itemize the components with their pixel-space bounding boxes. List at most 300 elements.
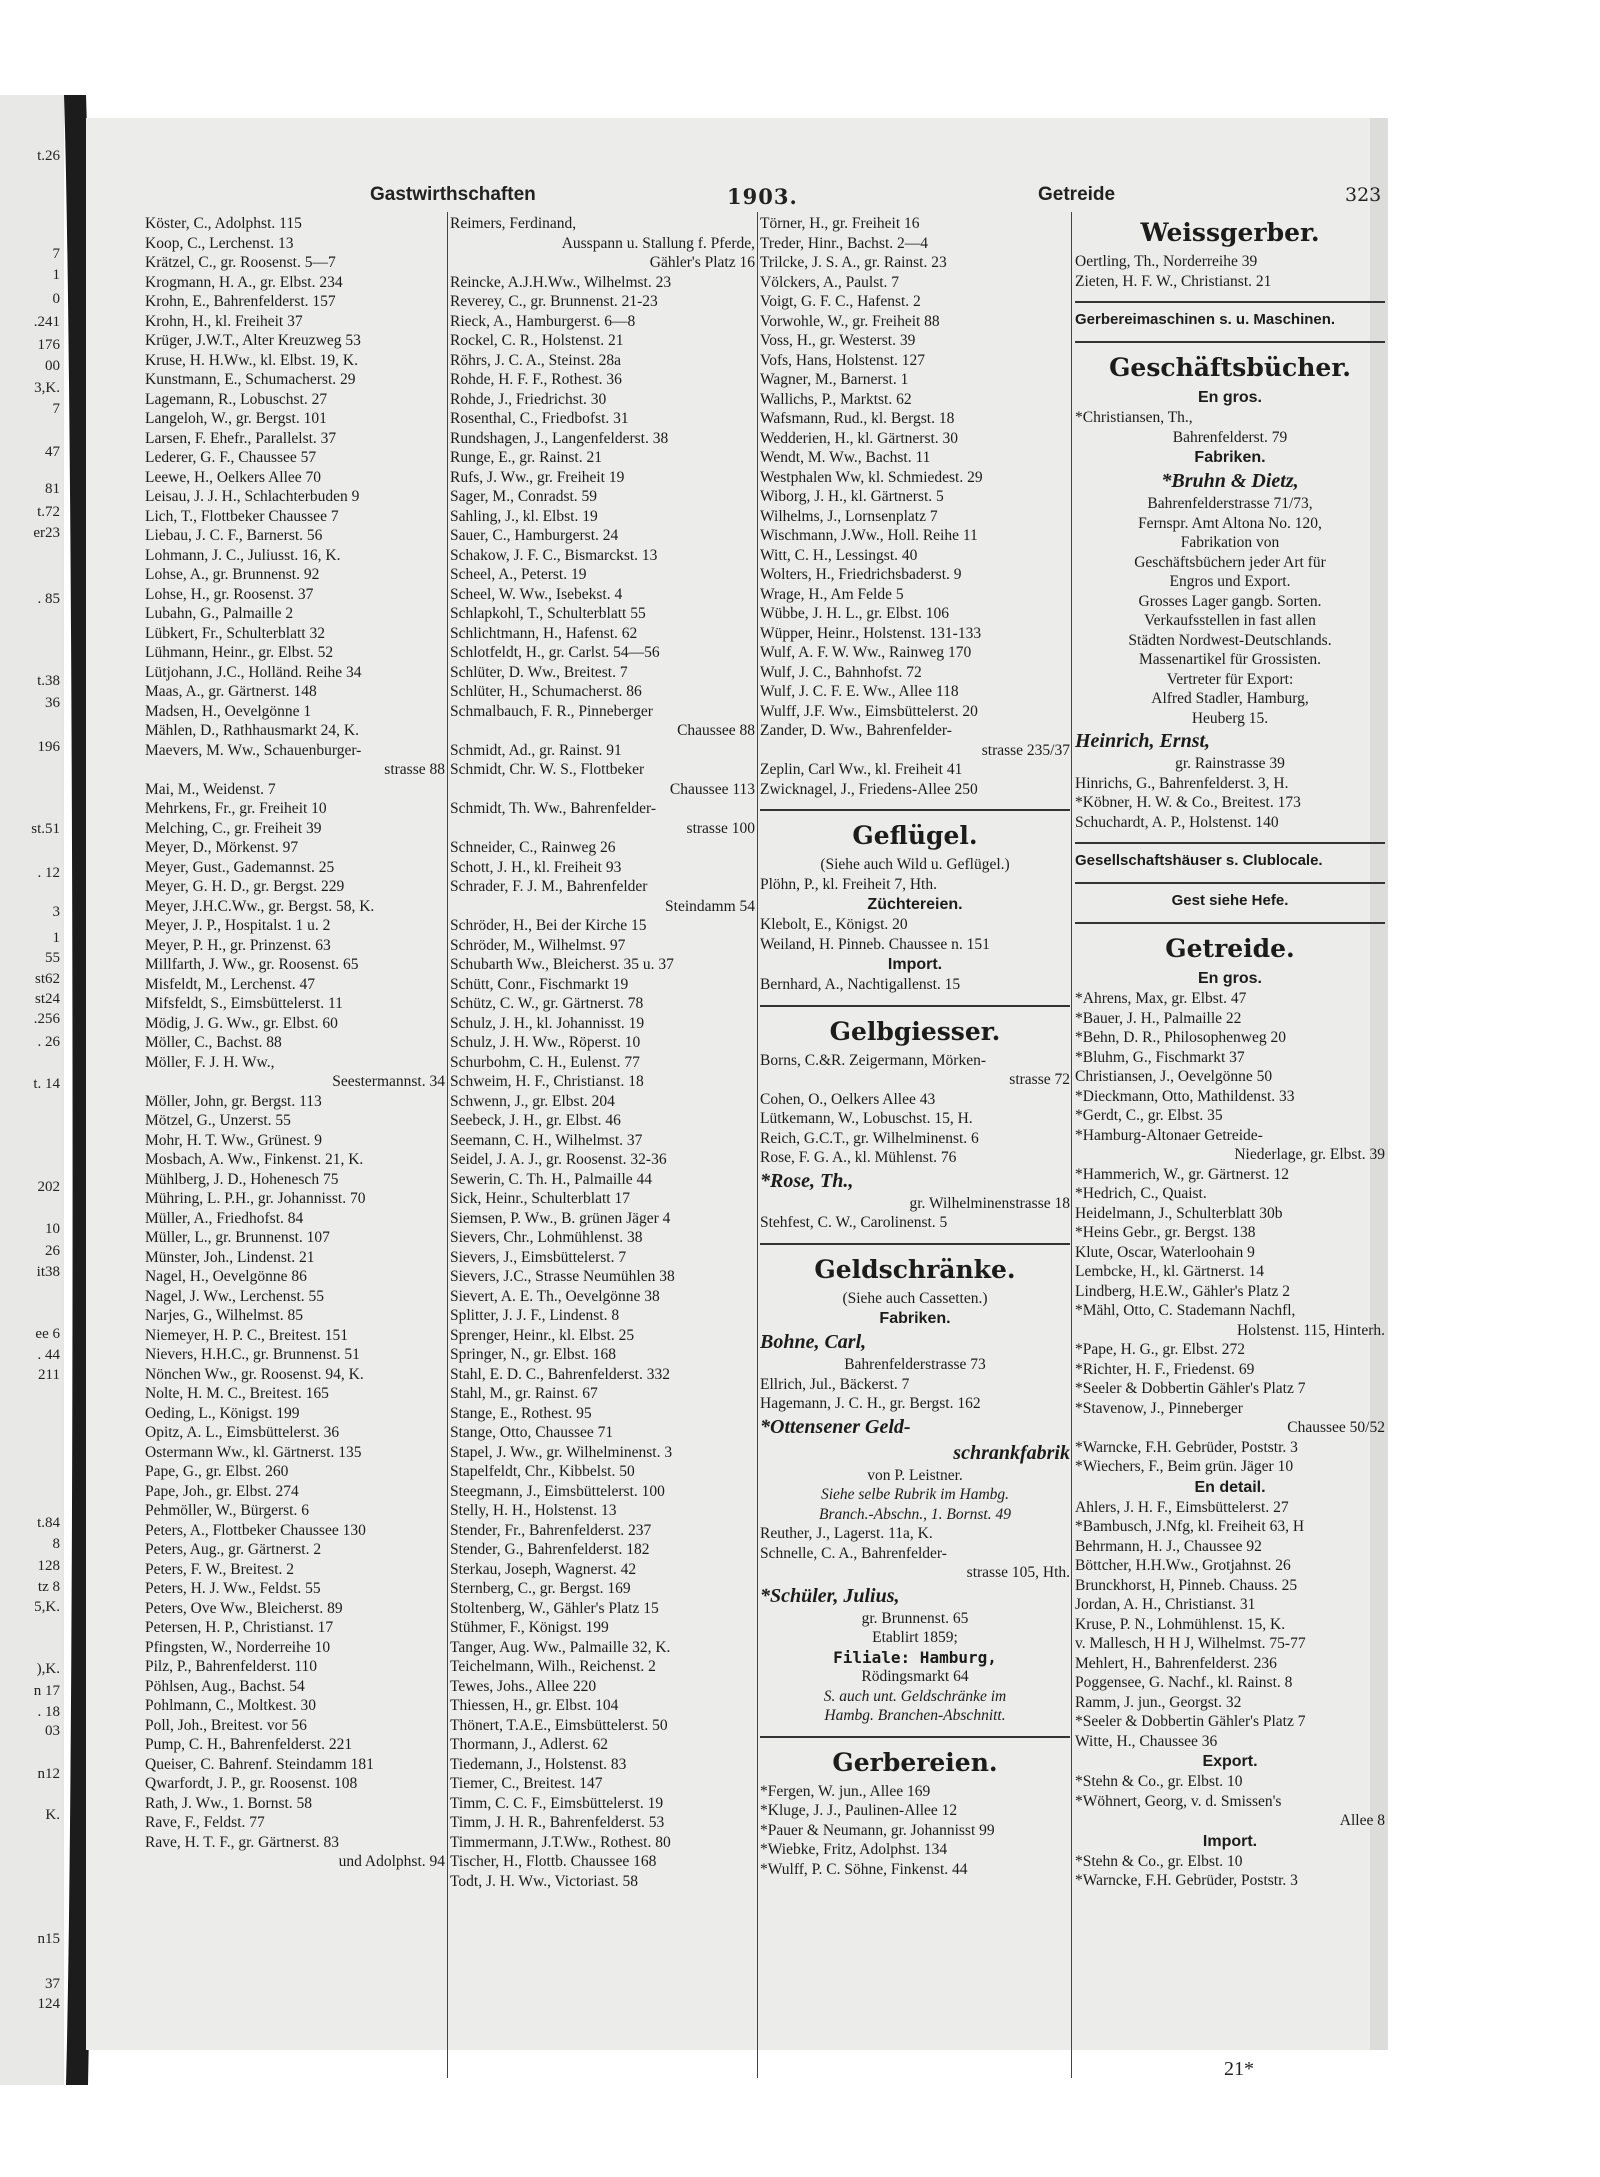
running-head-section: Gastwirthschaften (370, 184, 536, 205)
directory-entry: Törner, H., gr. Freiheit 16 (760, 215, 920, 232)
centered-line: Etablirt 1859; (872, 1629, 958, 1646)
directory-entry: *Bambusch, J.Nfg, kl. Freiheit 63, H (1075, 1518, 1305, 1535)
entry-continuation: Holstenst. 115, Hinterh. (1237, 1321, 1385, 1339)
directory-column-4 (1075, 214, 1385, 2080)
directory-entry: Nolte, H. M. C., Breitest. 165 (145, 1385, 329, 1402)
edge-fragment: 1 (52, 930, 60, 946)
directory-entry: Liebau, J. C. F., Barnerst. 56 (145, 527, 323, 544)
directory-entry: *Hammerich, W., gr. Gärtnerst. 12 (1075, 1165, 1289, 1183)
directory-entry: Lagemann, R., Lobuschst. 27 (145, 390, 328, 408)
directory-entry: Lütkemann, W., Lobuschst. 15, H. (760, 1110, 973, 1127)
entry-continuation: Seestermannst. 34 (332, 1073, 445, 1090)
directory-entry: Klute, Oscar, Waterloohain 9 (1075, 1243, 1255, 1261)
edge-fragment: 36 (45, 695, 60, 711)
directory-entry: Wübbe, J. H. L., gr. Elbst. 106 (760, 605, 949, 622)
directory-entry: Nievers, H.H.C., gr. Brunnenst. 51 (145, 1346, 360, 1363)
directory-entry: Stahl, M., gr. Rainst. 67 (450, 1385, 598, 1402)
directory-entry: *Wiebke, Fritz, Adolphst. 134 (760, 1841, 948, 1858)
centered-line: Vertreter für Export: (1166, 670, 1294, 688)
directory-entry: Lühmann, Heinr., gr. Elbst. 52 (145, 644, 334, 661)
section-rule (1075, 872, 1385, 884)
directory-entry: Splitter, J. J. F., Lindenst. 8 (450, 1307, 620, 1324)
directory-entry: Ahlers, J. H. F., Eimsbüttelerst. 27 (1075, 1498, 1289, 1516)
centered-line: von P. Leistner. (867, 1466, 963, 1484)
directory-entry: Nagel, J. Ww., Lerchenst. 55 (145, 1287, 325, 1305)
directory-entry: Münster, Joh., Lindenst. 21 (145, 1248, 315, 1266)
advertiser-name: *Rose, Th., (760, 1169, 854, 1192)
directory-entry: Wulf, A. F. W. Ww., Rainweg 170 (760, 644, 972, 661)
edge-fragment: st.51 (31, 821, 60, 837)
page-number: 323 (1345, 184, 1382, 206)
entry-continuation: Chaussee 88 (677, 722, 755, 739)
directory-entry: Peters, F. W., Breitest. 2 (145, 1560, 295, 1578)
directory-entry: Stender, G., Bahrenfelderst. 182 (450, 1541, 650, 1558)
directory-entry: Hagemann, J. C. H., gr. Bergst. 162 (760, 1395, 981, 1412)
edge-fragment: 03 (45, 1723, 60, 1739)
entry-continuation: gr. Wilhelminenstrasse 18 (909, 1194, 1070, 1212)
directory-entry: Mehlert, H., Bahrenfelderst. 236 (1075, 1654, 1277, 1672)
cross-reference: Gerbereimaschinen s. u. Maschinen. (1075, 311, 1336, 328)
subcategory-heading: Import. (887, 956, 943, 973)
directory-entry: Schmidt, Th. Ww., Bahrenfelder- (450, 800, 657, 817)
directory-entry: *Fergen, W. jun., Allee 169 (760, 1782, 931, 1800)
entry-continuation: Ausspann u. Stallung f. Pferde, (561, 234, 755, 252)
previous-page-edge (0, 95, 62, 2085)
directory-entry: *Hedrich, C., Quaist. (1075, 1185, 1207, 1202)
directory-entry: Sievers, J.C., Strasse Neumühlen 38 (450, 1268, 675, 1285)
edge-fragment: t.26 (37, 148, 60, 164)
directory-entry: Mötzel, G., Unzerst. 55 (145, 1112, 291, 1129)
section-rule (1075, 331, 1385, 343)
directory-entry: Schütt, Conr., Fischmarkt 19 (450, 975, 629, 993)
directory-entry: Pump, C. H., Bahrenfelderst. 221 (145, 1736, 353, 1753)
edge-fragment: .256 (33, 1011, 60, 1027)
centered-line: Massenartikel für Grossisten. (1138, 651, 1322, 668)
directory-entry: Schmidt, Ad., gr. Rainst. 91 (450, 741, 622, 759)
directory-entry: Sterkau, Joseph, Wagnerst. 42 (450, 1560, 637, 1578)
running-head-year: 1903. (727, 184, 798, 209)
directory-entry: Mai, M., Weidenst. 7 (145, 780, 276, 798)
directory-entry: *Bluhm, G., Fischmarkt 37 (1075, 1048, 1245, 1066)
running-head-keyword: Getreide (1038, 184, 1116, 205)
directory-entry: Wedderien, H., kl. Gärtnerst. 30 (760, 429, 959, 447)
directory-entry: Sauer, C., Hamburgerst. 24 (450, 527, 619, 544)
directory-entry: Lohse, H., gr. Roosenst. 37 (145, 585, 314, 603)
centered-line: (Siehe auch Wild u. Geflügel.) (820, 856, 1010, 873)
directory-entry: *Pauer & Neumann, gr. Johannisst 99 (760, 1821, 995, 1839)
directory-entry: Koop, C., Lerchenst. 13 (145, 234, 294, 252)
directory-entry: Lohmann, J. C., Juliusst. 16, K. (145, 546, 341, 564)
directory-entry: Borns, C.&R. Zeigermann, Mörken- (760, 1051, 987, 1069)
directory-entry: *Ahrens, Max, gr. Elbst. 47 (1075, 990, 1247, 1007)
directory-entry: Wiborg, J. H., kl. Gärtnerst. 5 (760, 488, 944, 505)
directory-entry: Melching, C., gr. Freiheit 39 (145, 819, 322, 837)
directory-entry: *Heins Gebr., gr. Bergst. 138 (1075, 1224, 1256, 1241)
directory-entry: Mühring, L. P.H., gr. Johannisst. 70 (145, 1190, 366, 1207)
directory-entry: *Hamburg-Altonaer Getreide- (1075, 1126, 1263, 1144)
edge-fragment: . 18 (37, 1704, 60, 1720)
edge-fragment: ee 6 (35, 1326, 60, 1342)
directory-entry: Wilhelms, J., Lornsenplatz 7 (760, 507, 938, 525)
directory-entry: Maevers, M. Ww., Schauenburger- (145, 741, 362, 759)
subcategory-heading: Züchtereien. (867, 896, 963, 913)
entry-continuation: strasse 88 (384, 761, 445, 778)
edge-fragment: 26 (45, 1243, 60, 1259)
cross-reference: Gesellschaftshäuser s. Clublocale. (1075, 852, 1323, 869)
edge-fragment: er23 (33, 525, 60, 541)
directory-entry: Böttcher, H.H.Ww., Grotjahnst. 26 (1075, 1557, 1291, 1574)
directory-entry: Voigt, G. F. C., Hafenst. 2 (760, 293, 921, 310)
edge-fragment: . 26 (37, 1034, 60, 1050)
directory-entry: Westphalen Ww, kl. Schmiedest. 29 (760, 468, 983, 486)
directory-entry: Schröder, M., Wilhelmst. 97 (450, 936, 626, 954)
directory-entry: Tanger, Aug. Ww., Palmaille 32, K. (450, 1638, 671, 1656)
directory-entry: Köster, C., Adolphst. 115 (145, 215, 302, 232)
section-rule (1075, 291, 1385, 303)
directory-entry: Runge, E., gr. Rainst. 21 (450, 449, 602, 466)
directory-column-1 (145, 214, 445, 2080)
edge-fragment: 7 (52, 246, 60, 262)
directory-entry: *Stavenow, J., Pinneberger (1075, 1399, 1243, 1417)
directory-entry: Jordan, A. H., Christianst. 31 (1075, 1596, 1256, 1613)
subcategory-heading: En gros. (1197, 970, 1262, 987)
directory-entry: *Wulff, P. C. Söhne, Finkenst. 44 (760, 1860, 968, 1878)
directory-entry: Langeloh, W., gr. Bergst. 101 (145, 410, 327, 427)
edge-fragment: n15 (37, 1931, 60, 1947)
directory-entry: Meyer, D., Mörkenst. 97 (145, 839, 299, 856)
directory-entry: Wallichs, P., Marktst. 62 (760, 390, 912, 408)
column-rule (447, 212, 448, 2078)
directory-entry: Stehfest, C. W., Carolinenst. 5 (760, 1214, 948, 1231)
directory-entry: Qwarfordt, J. P., gr. Roosenst. 108 (145, 1775, 358, 1792)
edge-fragment: . 12 (37, 865, 60, 881)
directory-entry: Schnelle, C. A., Bahrenfelder- (760, 1544, 947, 1562)
directory-entry: Wolters, H., Friedrichsbaderst. 9 (760, 566, 962, 583)
centered-line: Rödingsmarkt 64 (861, 1668, 969, 1685)
section-rule (1075, 912, 1385, 924)
directory-entry: Rieck, A., Hamburgerst. 6—8 (450, 312, 636, 330)
directory-entry: Siemsen, P. Ww., B. grünen Jäger 4 (450, 1209, 671, 1227)
category-heading: Getreide. (1165, 934, 1295, 963)
directory-entry: Voss, H., gr. Westerst. 39 (760, 332, 916, 349)
directory-entry: Thönert, T.A.E., Eimsbüttelerst. 50 (450, 1716, 668, 1734)
directory-entry: Madsen, H., Oevelgönne 1 (145, 702, 312, 720)
centered-line: Geschäftsbüchern jeder Art für (1134, 553, 1326, 571)
directory-entry: Meyer, G. H. D., gr. Bergst. 229 (145, 878, 345, 895)
directory-entry: Schlüter, H., Schumacherst. 86 (450, 683, 642, 700)
section-rule (760, 1233, 1070, 1245)
directory-entry: Müller, L., gr. Brunnenst. 107 (145, 1229, 330, 1246)
directory-entry: Tiedemann, J., Holstenst. 83 (450, 1755, 627, 1773)
directory-entry: Seidel, J. A. J., gr. Roosenst. 32-36 (450, 1151, 667, 1168)
directory-entry: Mehrkens, Fr., gr. Freiheit 10 (145, 800, 327, 817)
directory-entry: Vorwohle, W., gr. Freiheit 88 (760, 312, 940, 330)
directory-entry: Mödig, J. G. Ww., gr. Elbst. 60 (145, 1014, 338, 1032)
directory-entry: Petersen, H. P., Christianst. 17 (145, 1619, 334, 1636)
directory-entry: Wulff, J.F. Ww., Eimsbüttelerst. 20 (760, 702, 978, 720)
centered-line: Bahrenfelderstrasse 71/73, (1147, 495, 1313, 512)
directory-entry: Schröder, H., Bei der Kirche 15 (450, 917, 647, 934)
directory-entry: Nagel, H., Oevelgönne 86 (145, 1268, 307, 1285)
directory-entry: Queiser, C. Bahrenf. Steindamm 181 (145, 1755, 374, 1773)
directory-entry: Trilcke, J. S. A., gr. Rainst. 23 (760, 254, 947, 271)
directory-entry: Sewerin, C. Th. H., Palmaille 44 (450, 1170, 653, 1188)
directory-entry: Tischer, H., Flottb. Chaussee 168 (450, 1853, 657, 1870)
directory-entry: Möller, F. J. H. Ww., (145, 1053, 275, 1071)
entry-continuation: Steindamm 54 (665, 897, 755, 915)
advertiser-name: *Schüler, Julius, (760, 1584, 900, 1607)
edge-fragment: t.84 (37, 1515, 60, 1531)
directory-entry: Wischmann, J.Ww., Holl. Reihe 11 (760, 527, 978, 544)
directory-entry: Timm, J. H. R., Bahrenfelderst. 53 (450, 1814, 665, 1831)
directory-entry: Stapelfeldt, Chr., Kibbelst. 50 (450, 1463, 635, 1480)
directory-entry: Pöhlsen, Aug., Bachst. 54 (145, 1677, 305, 1695)
directory-entry: Thiessen, H., gr. Elbst. 104 (450, 1697, 619, 1714)
directory-entry: Schrader, F. J. M., Bahrenfelder (450, 878, 648, 895)
edge-fragment: st62 (34, 971, 60, 987)
directory-entry: Schott, J. H., kl. Freiheit 93 (450, 858, 622, 876)
centered-line: Bahrenfelderstrasse 73 (844, 1356, 986, 1373)
directory-entry: Stender, Fr., Bahrenfelderst. 237 (450, 1521, 652, 1539)
directory-entry: Reuther, J., Lagerst. 11a, K. (760, 1525, 933, 1542)
directory-entry: Wüpper, Heinr., Holstenst. 131-133 (760, 624, 982, 642)
centered-line: gr. Rainstrasse 39 (1175, 755, 1285, 772)
directory-entry: Schneider, C., Rainweg 26 (450, 839, 616, 856)
directory-entry: *Gerdt, C., gr. Elbst. 35 (1075, 1107, 1223, 1124)
directory-entry: Rockel, C. R., Holstenst. 21 (450, 332, 624, 349)
edge-fragment: 202 (37, 1179, 60, 1195)
entry-continuation: Gähler's Platz 16 (649, 254, 755, 271)
directory-entry: *Kluge, J. J., Paulinen-Allee 12 (760, 1802, 958, 1819)
directory-entry: Meyer, J. P., Hospitalst. 1 u. 2 (145, 917, 331, 934)
directory-entry: Sievert, A. E. Th., Oevelgönne 38 (450, 1287, 660, 1305)
directory-entry: Heidelmann, J., Schulterblatt 30b (1075, 1204, 1283, 1222)
edge-fragment: 7 (52, 401, 60, 417)
directory-entry: Seebeck, J. H., gr. Elbst. 46 (450, 1112, 621, 1129)
directory-entry: Poggensee, G. Nachf., kl. Rainst. 8 (1075, 1674, 1293, 1691)
directory-entry: Lich, T., Flottbeker Chaussee 7 (145, 507, 339, 525)
edge-fragment: ),K. (36, 1661, 60, 1677)
directory-entry: Misfeldt, M., Lerchenst. 47 (145, 975, 316, 993)
directory-entry: *Pape, H. G., gr. Elbst. 272 (1075, 1341, 1246, 1358)
edge-fragment: K. (45, 1807, 60, 1823)
edge-fragment: 211 (38, 1367, 60, 1383)
directory-entry: Millfarth, J. Ww., gr. Roosenst. 65 (145, 956, 359, 973)
directory-entry: *Richter, H. F., Friedenst. 69 (1075, 1360, 1255, 1378)
edge-fragment: 3,K. (34, 380, 60, 396)
directory-entry: Sievers, Chr., Lohmühlenst. 38 (450, 1229, 643, 1246)
directory-entry: Pape, G., gr. Elbst. 260 (145, 1463, 289, 1480)
directory-entry: Peters, Ove Ww., Bleicherst. 89 (145, 1599, 343, 1617)
directory-entry: Opitz, A. L., Eimsbüttelerst. 36 (145, 1424, 340, 1441)
centered-line: Engros und Export. (1169, 573, 1291, 590)
directory-entry: Poll, Joh., Breitest. vor 56 (145, 1716, 307, 1734)
directory-entry: Reverey, C., gr. Brunnenst. 21-23 (450, 293, 658, 310)
directory-entry: Krogmann, H. A., gr. Elbst. 234 (145, 273, 343, 291)
subcategory-heading: En detail. (1194, 1478, 1266, 1496)
directory-entry: *Mähl, Otto, C. Stademann Nachfl, (1075, 1302, 1296, 1319)
directory-entry: Schlapkohl, T., Schulterblatt 55 (450, 605, 646, 622)
directory-entry: Todt, J. H. Ww., Victoriast. 58 (450, 1872, 638, 1890)
directory-entry: Nönchen Ww., gr. Roosenst. 94, K. (145, 1365, 364, 1383)
directory-entry: Mohr, H. T. Ww., Grünest. 9 (145, 1131, 323, 1149)
edge-fragment: 128 (37, 1558, 60, 1574)
directory-entry: Lubahn, G., Palmaille 2 (145, 605, 294, 622)
directory-entry: Schubarth Ww., Bleicherst. 35 u. 37 (450, 956, 674, 973)
category-heading: Geflügel. (852, 821, 978, 850)
edge-fragment: 1 (52, 267, 60, 283)
advertiser-name: Heinrich, Ernst, (1075, 730, 1211, 752)
directory-entry: Schlichtmann, H., Hafenst. 62 (450, 624, 638, 642)
directory-entry: *Seeler & Dobbertin Gähler's Platz 7 (1075, 1380, 1306, 1397)
directory-entry: Lütjohann, J.C., Holländ. Reihe 34 (145, 663, 362, 681)
directory-entry: Rohde, J., Friedrichst. 30 (450, 390, 607, 408)
section-rule (760, 799, 1070, 811)
directory-entry: Cohen, O., Oelkers Allee 43 (760, 1090, 936, 1108)
directory-entry: Völckers, A., Paulst. 7 (760, 273, 900, 291)
directory-entry: Schweim, H. F., Christianst. 18 (450, 1073, 644, 1090)
centered-line: gr. Brunnenst. 65 (861, 1609, 969, 1627)
directory-entry: Sievers, J., Eimsbüttelerst. 7 (450, 1248, 627, 1266)
subcategory-heading: En gros. (1197, 389, 1262, 406)
directory-entry: Plöhn, P., kl. Freiheit 7, Hth. (760, 875, 937, 893)
directory-entry: Witt, C. H., Lessingst. 40 (760, 546, 918, 564)
category-heading: Gerbereien. (832, 1747, 998, 1777)
category-heading: Geschäftsbücher. (1109, 353, 1351, 382)
directory-entry: Stoltenberg, W., Gähler's Platz 15 (450, 1599, 659, 1617)
directory-entry: Möller, John, gr. Bergst. 113 (145, 1092, 322, 1110)
edge-fragment: t.38 (37, 673, 60, 689)
centered-line: Grosses Lager gangb. Sorten. (1138, 592, 1322, 610)
directory-entry: Zieten, H. F. W., Christianst. 21 (1075, 272, 1272, 290)
centered-line: Fernspr. Amt Altona No. 120, (1138, 514, 1322, 532)
directory-entry: Rosenthal, C., Friedbofst. 31 (450, 410, 629, 427)
italic-note: S. auch unt. Geldschränke im (823, 1687, 1007, 1705)
section-rule (760, 995, 1070, 1007)
edge-fragment: 8 (52, 1536, 60, 1552)
entry-continuation: und Adolphst. 94 (338, 1853, 445, 1870)
directory-entry: Leewe, H., Oelkers Allee 70 (145, 468, 322, 486)
edge-fragment: 10 (45, 1221, 60, 1237)
directory-entry: Reincke, A.J.H.Ww., Wilhelmst. 23 (450, 273, 672, 291)
directory-entry: Scheel, W. Ww., Isebekst. 4 (450, 585, 623, 603)
directory-entry: Rohde, H. F. F., Rothest. 36 (450, 371, 622, 388)
directory-entry: Ostermann Ww., kl. Gärtnerst. 135 (145, 1443, 362, 1461)
directory-entry: Sprenger, Heinr., kl. Elbst. 25 (450, 1326, 635, 1344)
edge-fragment: 37 (45, 1976, 60, 1992)
directory-entry: Reich, G.C.T., gr. Wilhelminenst. 6 (760, 1129, 979, 1147)
directory-entry: Lübkert, Fr., Schulterblatt 32 (145, 624, 325, 642)
entry-continuation: Allee 8 (1339, 1812, 1385, 1829)
directory-entry: Vofs, Hans, Holstenst. 127 (760, 351, 926, 369)
directory-entry: Steegmann, J., Eimsbüttelerst. 100 (450, 1482, 665, 1500)
directory-entry: Mühlberg, J. D., Hohenesch 75 (145, 1170, 339, 1188)
directory-entry: Christiansen, J., Oevelgönne 50 (1075, 1068, 1273, 1085)
directory-entry: Zwicknagel, J., Friedens-Allee 250 (760, 780, 978, 798)
directory-entry: Teichelmann, Wilh., Reichenst. 2 (450, 1658, 656, 1675)
directory-entry: Zeplin, Carl Ww., kl. Freiheit 41 (760, 761, 963, 778)
directory-entry: Narjes, G., Wilhelmst. 85 (145, 1307, 303, 1324)
directory-entry: Kruse, H. H.Ww., kl. Elbst. 19, K. (145, 351, 358, 369)
directory-entry: *Warncke, F.H. Gebrüder, Poststr. 3 (1075, 1872, 1298, 1889)
directory-entry: Wafsmann, Rud., kl. Bergst. 18 (760, 410, 955, 427)
edge-fragment: 0 (52, 291, 60, 307)
directory-entry: *Stehn & Co., gr. Elbst. 10 (1075, 1852, 1243, 1870)
directory-entry: Rath, J. Ww., 1. Bornst. 58 (145, 1794, 313, 1812)
directory-entry: Pehmöller, W., Bürgerst. 6 (145, 1502, 309, 1519)
edge-fragment: . 85 (37, 591, 60, 607)
advertiser-name: Bohne, Carl, (760, 1331, 867, 1353)
entry-continuation: Chaussee 113 (669, 780, 755, 798)
edge-fragment: 5,K. (34, 1599, 60, 1615)
directory-entry: Wrage, H., Am Felde 5 (760, 585, 904, 603)
directory-entry: Treder, Hinr., Bachst. 2—4 (760, 234, 929, 252)
directory-entry: *Köbner, H. W. & Co., Breitest. 173 (1075, 794, 1301, 811)
directory-column-3 (760, 214, 1070, 2080)
directory-entry: Peters, Aug., gr. Gärtnerst. 2 (145, 1541, 322, 1558)
directory-entry: Krohn, E., Bahrenfelderst. 157 (145, 293, 336, 310)
centered-line: (Siehe auch Cassetten.) (842, 1289, 988, 1307)
directory-entry: Mosbach, A. Ww., Finkenst. 21, K. (145, 1151, 364, 1168)
edge-fragment: n12 (37, 1766, 60, 1782)
centered-line: Fabrikation von (1180, 534, 1280, 551)
directory-entry: Behrmann, H. J., Chaussee 92 (1075, 1537, 1262, 1555)
directory-entry: Pfingsten, W., Norderreihe 10 (145, 1638, 331, 1656)
advertiser-name: *Bruhn & Dietz, (1161, 470, 1299, 492)
directory-entry: Pilz, P., Bahrenfelderst. 110 (145, 1658, 318, 1675)
edge-fragment: 00 (45, 358, 60, 374)
directory-entry: Rave, H. T. F., gr. Gärtnerst. 83 (145, 1833, 340, 1851)
category-heading: Gelbgiesser. (829, 1016, 1001, 1046)
directory-entry: Lindberg, H.E.W., Gähler's Platz 2 (1075, 1282, 1291, 1300)
directory-entry: Sager, M., Conradst. 59 (450, 488, 598, 505)
directory-entry: *Behn, D. R., Philosophenweg 20 (1075, 1029, 1286, 1046)
directory-entry: Schmidt, Chr. W. S., Flottbeker (450, 761, 645, 778)
directory-entry: Schulz, J. H. Ww., Röperst. 10 (450, 1034, 641, 1051)
directory-entry: Maas, A., gr. Gärtnerst. 148 (145, 683, 317, 700)
directory-entry: Niemeyer, H. P. C., Breitest. 151 (145, 1326, 349, 1344)
directory-entry: Brunckhorst, H, Pinneb. Chauss. 25 (1075, 1576, 1298, 1594)
directory-entry: Peters, A., Flottbeker Chaussee 130 (145, 1521, 366, 1539)
directory-entry: *Bauer, J. H., Palmaille 22 (1075, 1009, 1242, 1027)
centered-line: Alfred Stadler, Hamburg, (1151, 690, 1309, 707)
edge-fragment: t. 14 (33, 1076, 60, 1092)
column-rule (1071, 212, 1072, 2078)
directory-entry: Stange, Otto, Chaussee 71 (450, 1424, 614, 1441)
edge-fragment: 55 (45, 950, 60, 966)
directory-entry: *Christiansen, Th., (1075, 409, 1193, 426)
subcategory-heading: Export. (1202, 1753, 1258, 1770)
directory-entry: Kruse, P. N., Lohmühlenst. 15, K. (1075, 1615, 1286, 1633)
directory-entry: v. Mallesch, H H J, Wilhelmst. 75-77 (1075, 1635, 1306, 1652)
directory-entry: Timmermann, J.T.Ww., Rothest. 80 (450, 1833, 671, 1851)
directory-entry: *Dieckmann, Otto, Mathildenst. 33 (1075, 1087, 1295, 1105)
directory-entry: Wagner, M., Barnerst. 1 (760, 371, 909, 388)
cross-reference: Gest siehe Hefe. (1171, 892, 1289, 909)
directory-entry: Oertling, Th., Norderreihe 39 (1075, 253, 1258, 270)
directory-entry: Schuchardt, A. P., Holstenst. 140 (1075, 813, 1279, 831)
directory-entry: Scheel, A., Peterst. 19 (450, 566, 587, 583)
directory-entry: Schwenn, J., gr. Elbst. 204 (450, 1092, 615, 1110)
directory-entry: Rose, F. G. A., kl. Mühlenst. 76 (760, 1149, 957, 1166)
directory-entry: Meyer, J.H.C.Ww., gr. Bergst. 58, K. (145, 897, 375, 915)
directory-entry: Wulf, J. C. F. E. Ww., Allee 118 (760, 683, 959, 700)
edge-fragment: st24 (34, 991, 60, 1007)
directory-entry: Stühmer, F., Königst. 199 (450, 1619, 609, 1636)
directory-entry: Stelly, H. H., Holstenst. 13 (450, 1502, 617, 1519)
directory-entry: Sahling, J., kl. Elbst. 19 (450, 507, 598, 525)
edge-fragment: .241 (33, 314, 60, 330)
